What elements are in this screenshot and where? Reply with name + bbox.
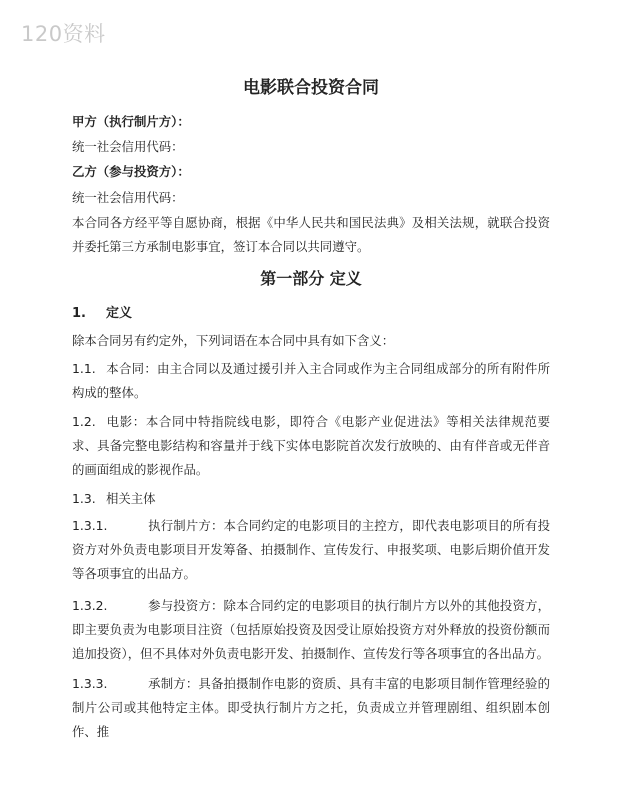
clause-number: 1.3.3. — [72, 676, 108, 691]
clause-1-2 — [72, 410, 550, 483]
preamble-paragraph: 本合同各方经平等自愿协商，根据《中华人民共和国民法典》及相关法规，就联合投资并委托第三方承制电影事宜，签订本合同以共同遵守。 — [72, 215, 550, 255]
clause-1-3 — [72, 487, 550, 511]
party-b-label: 乙方（参与投资方）： — [72, 164, 190, 179]
clause-1-3-2 — [72, 594, 550, 667]
party-b-code-label: 统一社会信用代码： — [72, 190, 184, 205]
watermark: 120资料 — [21, 22, 106, 46]
section-number: 1. — [72, 306, 86, 321]
party-a-code-label: 统一社会信用代码： — [72, 139, 184, 154]
clause-text: 本合同：由主合同以及通过援引并入主合同或作为主合同组成部分的所有附件所构成的整体。 — [72, 361, 550, 401]
clause-text: 承制方：具备拍摄制作电影的资质、具有丰富的电影项目制作管理经验的制片公司或其他特定主体。即受执行制片方之托，负责成立并管理剧组、组织剧本创作、推 — [72, 676, 550, 740]
clause-1-1 — [72, 357, 550, 405]
clause-number: 1.2. — [72, 414, 96, 429]
clause-number: 1.3.2. — [72, 598, 108, 613]
document-title: 电影联合投资合同 — [243, 78, 379, 98]
clause-text: 执行制片方：本合同约定的电影项目的主控方，即代表电影项目的所有投资方对外负责电影项目开发筹备、拍摄制作、宣传发行、申报奖项、电影后期价值开发等各项事宜的出品方。 — [72, 518, 550, 582]
party-a-label: 甲方（执行制片方）： — [72, 114, 190, 129]
section-title: 定义 — [106, 306, 133, 321]
intro-paragraph: 除本合同另有约定外，下列词语在本合同中具有如下含义： — [72, 333, 395, 348]
clause-text: 参与投资方：除本合同约定的电影项目的执行制片方以外的其他投资方，即主要负责为电影项目注资（包括原始投资及因受让原始投资方对外释放的投资份额而追加投资），但不具体对外负责电影开发、拍摄制作、宣传发行等各项事宜的各出品方。 — [72, 598, 550, 662]
clause-1-3-1 — [72, 514, 550, 587]
part-one-heading: 第一部分 定义 — [260, 269, 362, 288]
section-heading — [72, 302, 550, 326]
clause-1-3-3 — [72, 672, 550, 745]
clause-number: 1.3.1. — [72, 518, 108, 533]
clause-text: 相关主体 — [106, 491, 156, 506]
clause-text: 电影：本合同中特指院线电影，即符合《电影产业促进法》等相关法律规范要求、具备完整电影结构和容量并于线下实体电影院首次发行放映的、由有伴音或无伴音的画面组成的影视作品。 — [72, 414, 550, 478]
clause-number: 1.3. — [72, 491, 96, 506]
clause-number: 1.1. — [72, 361, 96, 376]
